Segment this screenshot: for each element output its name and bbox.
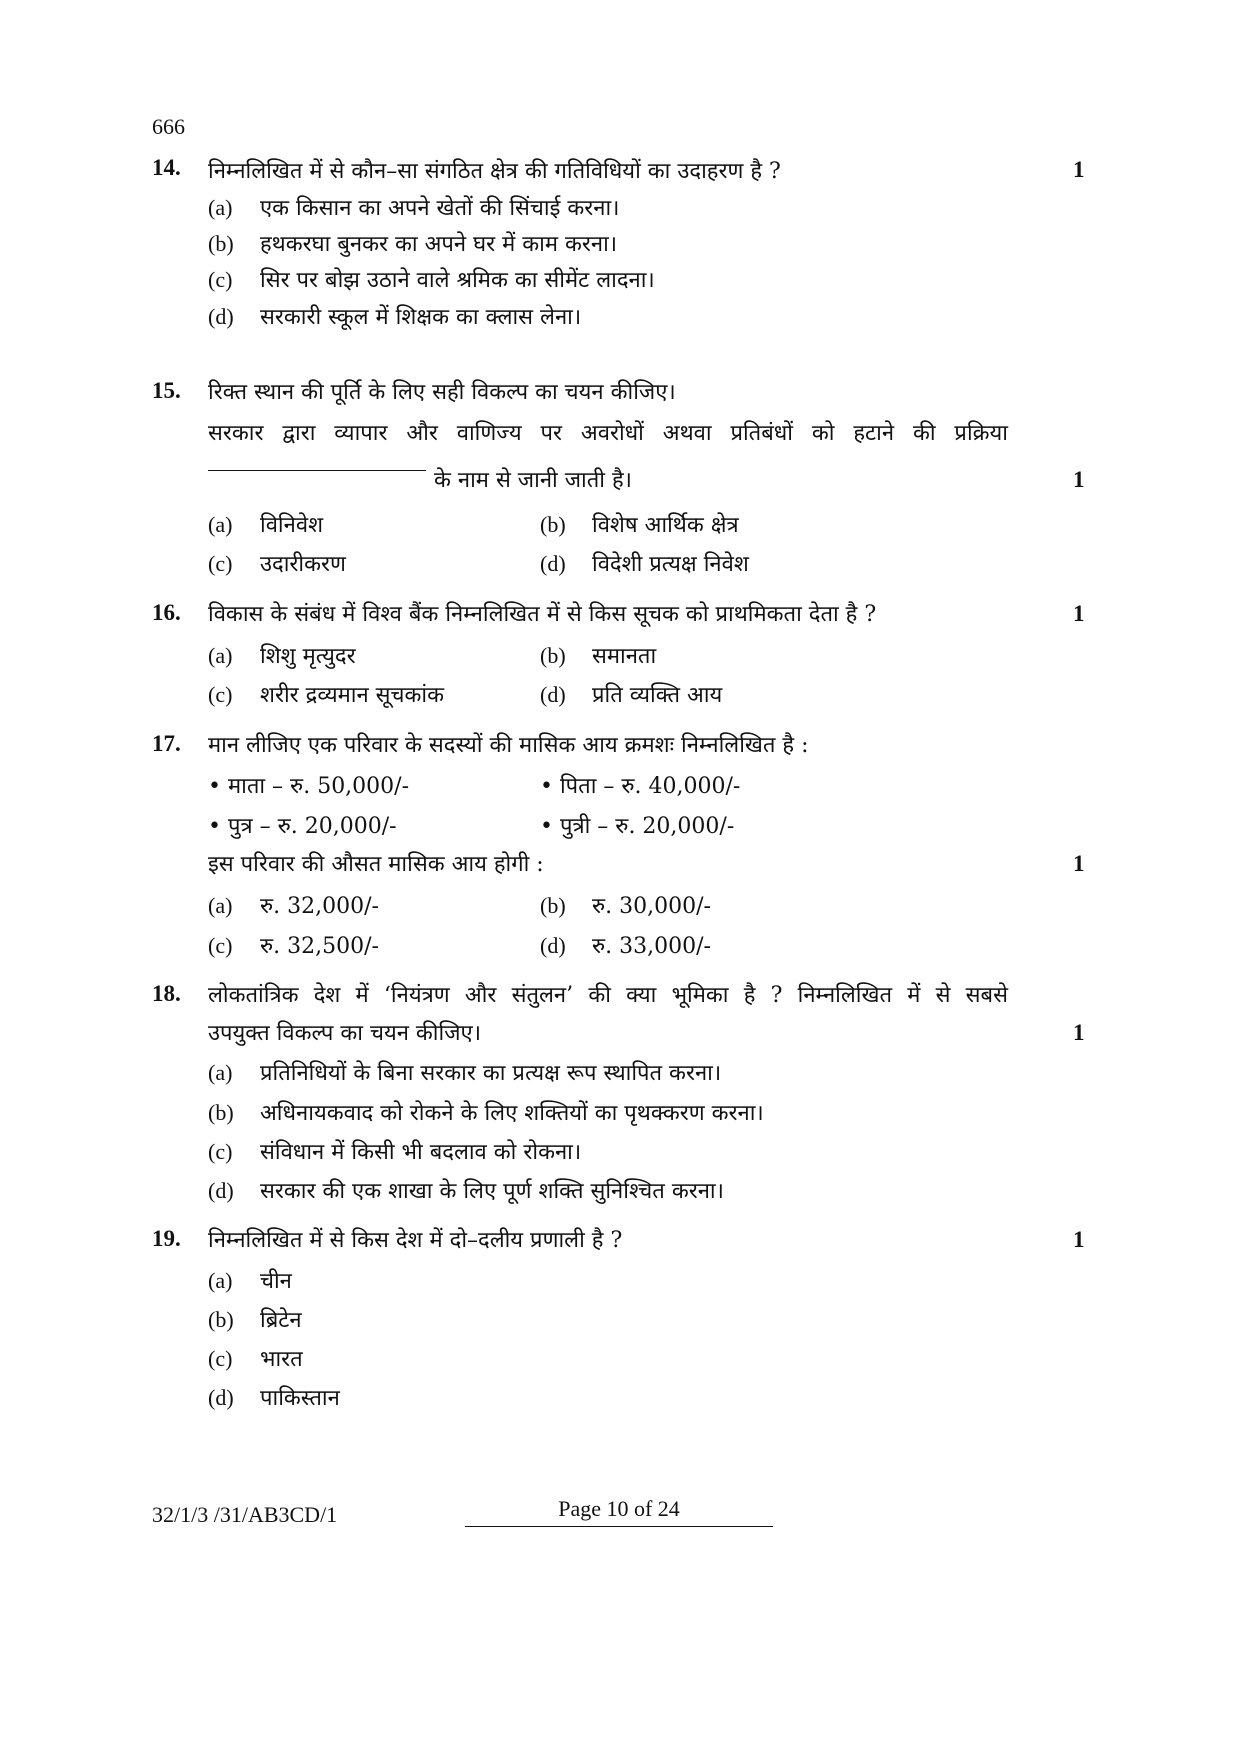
question-number: 16.: [152, 600, 181, 625]
option-c: [208, 1343, 303, 1373]
question-marks: 1: [1073, 601, 1085, 626]
option-text: एक किसान का अपने खेतों की सिंचाई करना।: [260, 196, 620, 221]
option-d: [208, 1175, 724, 1205]
question-text: लोकतांत्रिक देश में ‘नियंत्रण और संतुलन’ की क्या भूमिका है ? निम्नलिखित में से सबसे: [208, 983, 1008, 1008]
option-text: सरकारी स्कूल में शिक्षक का क्लास लेना।: [260, 305, 582, 330]
option-text: हथकरघा बुनकर का अपने घर में काम करना।: [260, 232, 618, 257]
option-label: (b): [540, 643, 566, 668]
option-a: [208, 192, 620, 222]
question-text-line3: के नाम से जानी जाती है।: [434, 468, 633, 493]
option-text: अधिनायकवाद को रोकने के लिए शक्तियों का पृथक्करण करना।: [260, 1101, 764, 1126]
option-label: (a): [208, 893, 233, 918]
option-text: भारत: [260, 1347, 303, 1372]
option-text: विनिवेश: [260, 513, 324, 538]
option-label: (b): [208, 1100, 234, 1125]
option-label: (d): [208, 1178, 234, 1203]
option-label: (c): [208, 1139, 233, 1164]
option-label: (b): [208, 231, 234, 256]
option-text: संविधान में किसी भी बदलाव को रोकना।: [260, 1140, 582, 1165]
income-item: • माता – रु. 50,000/-: [208, 774, 410, 799]
option-b: [540, 509, 739, 539]
option-b: [540, 890, 711, 920]
option-text: सिर पर बोझ उठाने वाले श्रमिक का सीमेंट लादना।: [260, 268, 655, 293]
option-label: (b): [540, 512, 566, 537]
option-text: रु. 30,000/-: [592, 894, 711, 919]
option-c: [208, 1136, 581, 1166]
question-number: 17.: [152, 731, 181, 756]
option-text: रु. 32,500/-: [260, 934, 379, 959]
option-c: [208, 264, 655, 294]
option-text: चीन: [260, 1269, 292, 1294]
question-text-line2: सरकार द्वारा व्यापार और वाणिज्य पर अवरोधों अथवा प्रतिबंधों को हटाने की प्रक्रिया: [208, 421, 1008, 446]
paper-code: 666: [152, 114, 185, 139]
option-d: [540, 548, 749, 578]
question-marks: 1: [1073, 467, 1085, 492]
question-number: 14.: [152, 155, 181, 180]
question-text-line2: उपयुक्त विकल्प का चयन कीजिए।: [208, 1021, 482, 1046]
option-text: सरकार की एक शाखा के लिए पूर्ण शक्ति सुनिश्चित करना।: [260, 1179, 724, 1204]
option-d: [540, 679, 722, 709]
option-b: [208, 1304, 302, 1334]
question-number: 15.: [152, 378, 181, 403]
question-text: रिक्त स्थान की पूर्ति के लिए सही विकल्प का चयन कीजिए।: [208, 380, 676, 405]
option-text: रु. 33,000/-: [592, 934, 711, 959]
option-label: (c): [208, 267, 233, 292]
option-a: [208, 509, 323, 539]
option-text: शरीर द्रव्यमान सूचकांक: [260, 683, 445, 708]
question-marks: 1: [1073, 157, 1085, 182]
option-label: (b): [540, 893, 566, 918]
fill-in-blank: [208, 470, 426, 471]
option-d: [208, 1382, 340, 1412]
option-label: (a): [208, 1060, 233, 1085]
option-text: उदारीकरण: [260, 552, 346, 577]
option-a: [208, 890, 379, 920]
option-label: (d): [540, 682, 566, 707]
option-a: [208, 640, 356, 670]
question-marks: 1: [1073, 1020, 1085, 1045]
option-text: रु. 32,000/-: [260, 894, 379, 919]
option-a: [208, 1057, 721, 1087]
option-label: (d): [540, 933, 566, 958]
option-d: [208, 301, 581, 331]
income-item: • पुत्र – रु. 20,000/-: [208, 814, 397, 839]
income-item: • पिता – रु. 40,000/-: [540, 774, 741, 799]
question-number: 19.: [152, 1226, 181, 1251]
option-text: विदेशी प्रत्यक्ष निवेश: [592, 552, 749, 577]
option-text: प्रति व्यक्ति आय: [592, 683, 723, 708]
option-label: (a): [208, 512, 233, 537]
question-marks: 1: [1073, 1227, 1085, 1252]
question-text: निम्नलिखित में से किस देश में दो–दलीय प्रणाली है ?: [208, 1228, 623, 1253]
option-b: [540, 640, 656, 670]
question-number: 18.: [152, 981, 181, 1006]
option-label: (a): [208, 643, 233, 668]
option-label: (a): [208, 195, 233, 220]
option-label: (d): [208, 1385, 234, 1410]
option-text: शिशु मृत्युदर: [260, 644, 356, 669]
question-text: मान लीजिए एक परिवार के सदस्यों की मासिक आय क्रमशः निम्नलिखित है :: [208, 733, 809, 758]
option-label: (a): [208, 1268, 233, 1293]
option-c: [208, 679, 444, 709]
option-label: (c): [208, 551, 233, 576]
option-text: विशेष आर्थिक क्षेत्र: [592, 513, 739, 538]
option-text: प्रतिनिधियों के बिना सरकार का प्रत्यक्ष रूप स्थापित करना।: [260, 1061, 722, 1086]
option-b: [208, 1097, 764, 1127]
option-label: (d): [208, 304, 234, 329]
option-label: (b): [208, 1307, 234, 1332]
option-d: [540, 930, 711, 960]
footer-paper-code: 32/1/3 /31/AB3CD/1: [152, 1502, 338, 1527]
option-text: पाकिस्तान: [260, 1386, 340, 1411]
page-number: Page 10 of 24: [465, 1496, 773, 1527]
question-text: निम्नलिखित में से कौन–सा संगठित क्षेत्र की गतिविधियों का उदाहरण है ?: [208, 159, 781, 184]
option-c: [208, 548, 346, 578]
question-marks: 1: [1073, 851, 1085, 876]
option-b: [208, 228, 617, 258]
option-label: (c): [208, 933, 233, 958]
option-a: [208, 1265, 292, 1295]
question-text-line2: इस परिवार की औसत मासिक आय होगी :: [208, 852, 544, 877]
option-text: ब्रिटेन: [260, 1308, 302, 1333]
option-label: (d): [540, 551, 566, 576]
option-c: [208, 930, 379, 960]
option-text: समानता: [592, 644, 657, 669]
question-text: विकास के संबंध में विश्व बैंक निम्नलिखित में से किस सूचक को प्राथमिकता देता है ?: [208, 602, 877, 627]
income-item: • पुत्री – रु. 20,000/-: [540, 814, 735, 839]
option-label: (c): [208, 682, 233, 707]
option-label: (c): [208, 1346, 233, 1371]
